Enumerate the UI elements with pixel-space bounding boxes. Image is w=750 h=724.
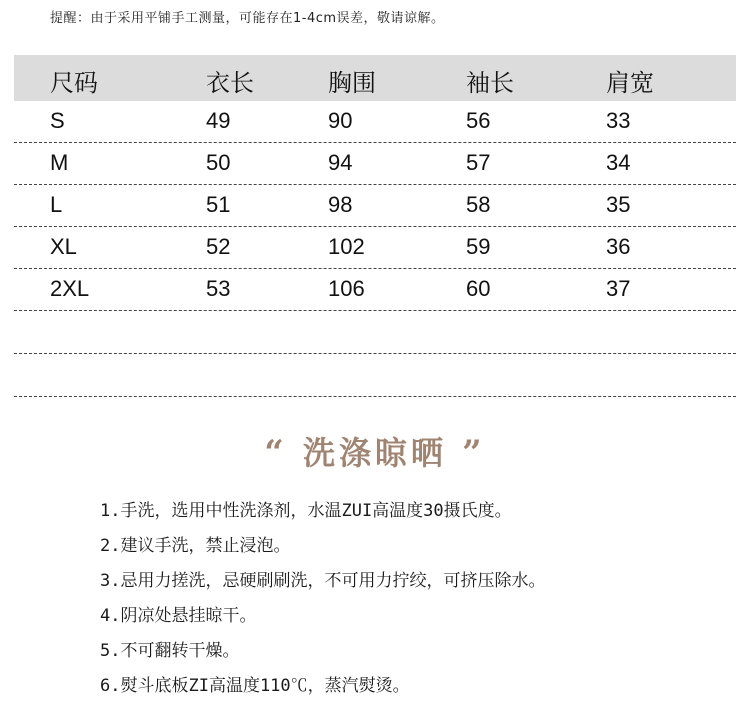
list-item: 6.熨斗底板ZI高温度110℃，蒸汽熨烫。 [100,676,410,696]
size-cell: L [50,192,63,217]
sleeve-cell: 59 [466,234,491,259]
header-chest: 胸围 [328,69,376,97]
wash-section-title [0,428,750,474]
wash-instructions-list [100,496,545,706]
open-quote: “ [264,433,288,473]
length-cell: 49 [206,108,231,133]
size-table [14,55,736,397]
chest-cell: 102 [328,234,365,259]
sleeve-cell: 60 [466,276,491,301]
shoulder-cell: 34 [606,150,631,175]
chest-cell: 106 [328,276,365,301]
sleeve-cell: 56 [466,108,491,133]
length-cell: 52 [206,234,231,259]
length-cell: 53 [206,276,231,301]
chest-cell: 94 [328,150,353,175]
shoulder-cell: 33 [606,108,631,133]
size-cell: XL [50,234,77,259]
wash-title-text: 洗涤晾晒 [302,434,447,472]
list-item: 1.手洗，选用中性洗涤剂，水温ZUI高温度30摄氏度。 [100,501,512,521]
shoulder-cell: 36 [606,234,631,259]
sleeve-cell: 58 [466,192,491,217]
size-cell: S [50,108,65,133]
header-shoulder: 肩宽 [606,69,654,97]
size-cell: 2XL [50,276,90,301]
table-row-empty [14,311,736,354]
table-row [14,269,736,311]
size-table-header [14,55,736,101]
header-length: 衣长 [206,69,254,97]
list-item: 3.忌用力搓洗，忌硬刷刷洗，不可用力拧绞，可挤压除水。 [100,571,546,591]
chest-cell: 98 [328,192,353,217]
shoulder-cell: 37 [606,276,631,301]
chest-cell: 90 [328,108,353,133]
length-cell: 51 [206,192,231,217]
table-row [14,185,736,227]
length-cell: 50 [206,150,231,175]
list-item: 4.阴凉处悬挂晾干。 [100,606,257,626]
shoulder-cell: 35 [606,192,631,217]
list-item: 2.建议手洗，禁止浸泡。 [100,536,291,556]
list-item: 5.不可翻转干燥。 [100,641,240,661]
table-row [14,101,736,143]
header-sleeve: 袖长 [466,69,514,97]
close-quote: ” [462,433,486,473]
measurement-notice: 提醒：由于采用平铺手工测量，可能存在1-4cm误差，敬请谅解。 [50,11,445,26]
sleeve-cell: 57 [466,150,491,175]
table-row [14,227,736,269]
table-row [14,143,736,185]
header-size: 尺码 [50,69,98,97]
size-cell: M [50,150,69,175]
table-row-empty [14,354,736,397]
